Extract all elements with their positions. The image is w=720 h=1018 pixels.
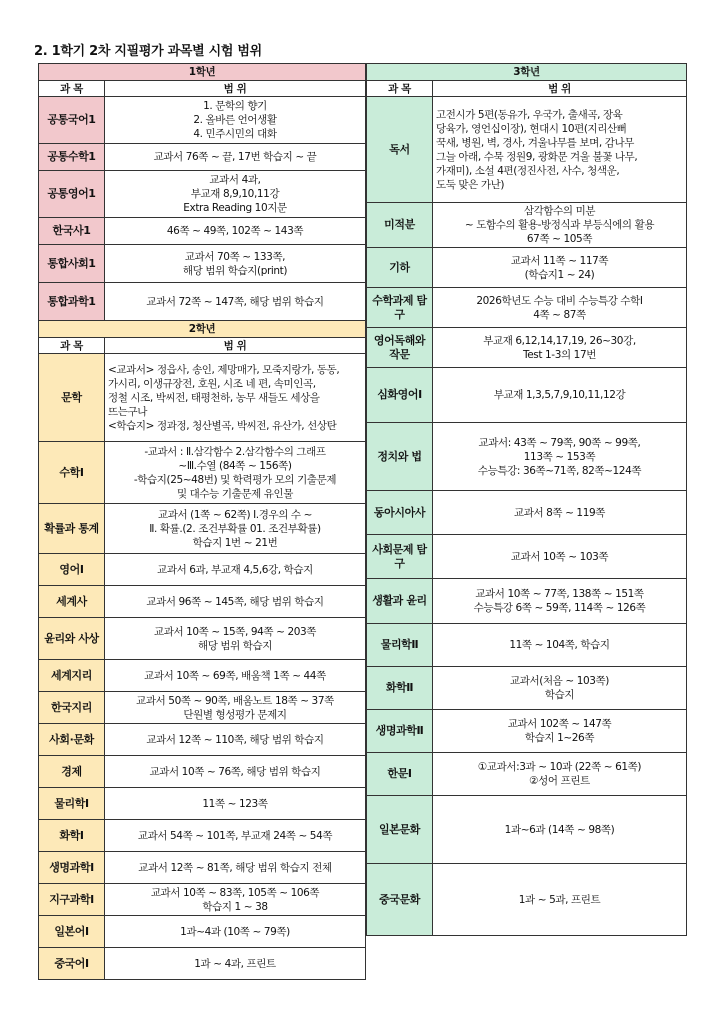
range-line: 도둑 맞은 가난) (436, 178, 505, 191)
range-cell (433, 710, 687, 753)
table-row (39, 354, 366, 442)
range-line: 부교재 6,12,14,17,19, 26~30강, (483, 334, 636, 347)
grade3-table (366, 63, 687, 936)
range-line: 교과서 76쪽 ~ 끝, 17번 학습지 ~ 끝 (153, 151, 317, 163)
table-row (367, 710, 687, 753)
range-column-header: 범 위 (433, 81, 687, 97)
range-line: 1과 ~ 5과, 프린트 (518, 893, 601, 906)
subject-cell: 정치와 법 (367, 423, 433, 491)
range-line: 해당 범위 학습지(print) (182, 264, 288, 277)
range-line: 수능특강: 36쪽~71쪽, 82쪽~124쪽 (477, 464, 642, 477)
range-cell (105, 756, 366, 788)
range-cell (105, 916, 366, 948)
range-line: 학습지 1번 ~ 21번 (192, 536, 278, 549)
range-line: 뜨는구나 (108, 405, 147, 418)
table-row (39, 442, 366, 504)
range-line: 가시리, 이생규장전, 호원, 시조 네 편, 속미인곡, (108, 377, 316, 390)
table-row (367, 864, 687, 936)
range-cell (105, 283, 366, 321)
range-cell (433, 248, 687, 288)
range-line: Ⅱ. 확률.(2. 조건부확률 01. 조건부확률) (149, 522, 321, 535)
subject-cell: 화학Ⅰ (39, 820, 105, 852)
subject-column-header: 과 목 (367, 81, 433, 97)
range-line: 1과 ~ 4과, 프린트 (194, 957, 276, 970)
subject-cell: 세계사 (39, 586, 105, 618)
range-cell (433, 753, 687, 796)
range-column-header: 범 위 (105, 338, 366, 354)
table-row (367, 368, 687, 423)
range-line: Test 1-3의 17번 (523, 348, 596, 361)
subject-cell: 일본어Ⅰ (39, 916, 105, 948)
subject-cell: 영어독해와 작문 (367, 328, 433, 368)
range-line: 1. 문학의 향기 (203, 100, 267, 112)
grade3-label: 3학년 (367, 64, 687, 81)
subject-cell: 독서 (367, 97, 433, 203)
table-row (39, 283, 366, 321)
subject-cell: 통합과학1 (39, 283, 105, 321)
table-row (367, 203, 687, 248)
range-cell (105, 171, 366, 218)
range-line: 교과서 10쪽 ~ 69쪽, 배움책 1쪽 ~ 44쪽 (144, 669, 326, 682)
table-row (39, 788, 366, 820)
range-cell (433, 624, 687, 667)
range-line: 고전시가 5편(동유가, 우국가, 출새곡, 장육 (436, 108, 623, 121)
range-line: ~Ⅲ.수열 (84쪽 ~ 156쪽) (178, 459, 292, 472)
range-line: 부교재 1,3,5,7,9,10,11,12강 (493, 389, 626, 401)
subject-cell: 세계지리 (39, 660, 105, 692)
range-line: 교과서 11쪽 ~ 117쪽 (510, 254, 609, 267)
table-row (367, 288, 687, 328)
range-cell (105, 354, 366, 442)
subject-cell: 물리학Ⅰ (39, 788, 105, 820)
range-cell (433, 288, 687, 328)
range-line: 학습지 1~26쪽 (524, 732, 595, 744)
range-cell (433, 864, 687, 936)
table-row (367, 423, 687, 491)
range-line: 교과서 102쪽 ~ 147쪽 (507, 718, 612, 730)
range-cell (105, 724, 366, 756)
table-row (39, 852, 366, 884)
subject-cell: 중국문화 (367, 864, 433, 936)
range-cell (105, 554, 366, 586)
table-row (39, 554, 366, 586)
range-cell (433, 667, 687, 710)
range-cell (105, 97, 366, 144)
subject-cell: 영어Ⅰ (39, 554, 105, 586)
table-row (367, 491, 687, 535)
subject-cell: 동아시아사 (367, 491, 433, 535)
range-line: 1과~6과 (14쪽 ~ 98쪽) (504, 823, 615, 836)
subject-cell: 생명과학Ⅰ (39, 852, 105, 884)
subject-cell: 경제 (39, 756, 105, 788)
table-row (39, 692, 366, 724)
subject-cell: 중국어Ⅰ (39, 948, 105, 980)
range-line: 교과서 54쪽 ~ 101쪽, 부교재 24쪽 ~ 54쪽 (137, 829, 333, 842)
range-line: (학습지1 ~ 24) (524, 268, 595, 281)
range-line: 67쪽 ~ 105쪽 (526, 233, 593, 245)
page-title: 2. 1학기 2차 지필평가 과목별 시험 범위 (34, 44, 262, 59)
range-cell (105, 788, 366, 820)
table-row (39, 144, 366, 171)
table-row (367, 624, 687, 667)
subject-cell: 일본문화 (367, 796, 433, 864)
table-row (39, 820, 366, 852)
range-line: 및 대수능 기출문제 유인물 (177, 487, 293, 500)
subject-cell: 미적분 (367, 203, 433, 248)
range-cell (105, 820, 366, 852)
subject-cell: 한국사1 (39, 218, 105, 245)
table-row (39, 660, 366, 692)
range-column-header: 범 위 (105, 81, 366, 97)
range-line: -학습지(25~48번) 및 학력평가 모의 기출문제 (133, 473, 337, 486)
range-line: 교과서 70쪽 ~ 133쪽, (184, 250, 286, 263)
subject-cell: 생명과학Ⅱ (367, 710, 433, 753)
range-line: 당육가, 영언십이장), 현대시 10편(지리산뻐 (436, 122, 627, 135)
range-cell (433, 328, 687, 368)
range-cell (433, 97, 687, 203)
subject-cell: 공통국어1 (39, 97, 105, 144)
table-row (367, 579, 687, 624)
table-row (367, 328, 687, 368)
grade1-2-table (38, 63, 366, 980)
table-row (367, 753, 687, 796)
range-cell (105, 218, 366, 245)
range-line: 교과서 96쪽 ~ 145쪽, 해당 범위 학습지 (146, 595, 324, 608)
range-cell (105, 618, 366, 660)
range-line: 삼각함수의 미분 (523, 205, 596, 217)
range-line: 1과~4과 (10쪽 ~ 79쪽) (180, 925, 290, 938)
subject-cell: 화학Ⅱ (367, 667, 433, 710)
range-cell (433, 203, 687, 248)
range-line: 2. 올바른 언어생활 (193, 114, 277, 126)
grade1-label: 1학년 (39, 64, 366, 81)
range-cell (433, 423, 687, 491)
range-cell (105, 442, 366, 504)
range-line: Extra Reading 10지문 (183, 202, 287, 214)
subject-column-header: 과 목 (39, 338, 105, 354)
range-line: ①교과서:3과 ~ 10과 (22쪽 ~ 61쪽) (477, 761, 642, 773)
range-line: 정철 시조, 박씨전, 태평천하, 농무 새들도 세상을 (108, 391, 320, 404)
range-cell (105, 948, 366, 980)
subject-cell: 수학과제 탐구 (367, 288, 433, 328)
range-line: 교과서 (1쪽 ~ 62쪽) Ⅰ.경우의 수 ~ (158, 508, 312, 521)
subject-cell: 통합사회1 (39, 245, 105, 283)
subject-cell: 확률과 통계 (39, 504, 105, 554)
range-line: 교과서 8쪽 ~ 119쪽 (513, 506, 606, 519)
range-cell (433, 368, 687, 423)
subject-cell: 사회문제 탐구 (367, 535, 433, 579)
range-line: ②성어 프린트 (529, 775, 590, 787)
range-line: 11쪽 ~ 104쪽, 학습지 (509, 639, 610, 651)
table-row (367, 667, 687, 710)
range-line: 113쪽 ~ 153쪽 (523, 450, 596, 463)
subject-column-header: 과 목 (39, 81, 105, 97)
subject-cell: 물리학Ⅱ (367, 624, 433, 667)
range-line: 교과서 10쪽 ~ 83쪽, 105쪽 ~ 106쪽 (150, 886, 320, 899)
table-row (367, 97, 687, 203)
subject-cell: 수학Ⅰ (39, 442, 105, 504)
table-row (39, 948, 366, 980)
range-line: 2026학년도 수능 대비 수능특강 수학Ⅰ (476, 294, 643, 307)
subject-cell: 심화영어Ⅰ (367, 368, 433, 423)
subject-cell: 공통영어1 (39, 171, 105, 218)
range-line: 교과서 10쪽 ~ 103쪽 (510, 550, 609, 563)
range-line: 수능특강 6쪽 ~ 59쪽, 114쪽 ~ 126쪽 (473, 602, 646, 614)
table-row (39, 171, 366, 218)
range-cell (433, 579, 687, 624)
range-line: 부교재 8,9,10,11강 (190, 188, 280, 200)
range-cell (105, 504, 366, 554)
subject-cell: 윤리와 사상 (39, 618, 105, 660)
range-line: 교과서 10쪽 ~ 77쪽, 138쪽 ~ 151쪽 (475, 588, 644, 600)
table-row (39, 218, 366, 245)
range-cell (433, 796, 687, 864)
range-line: 꾹새, 병원, 벽, 경사, 겨울나무를 보며, 감나무 (436, 136, 634, 149)
table-row (367, 796, 687, 864)
range-line: 교과서 12쪽 ~ 110쪽, 해당 범위 학습지 (146, 733, 324, 746)
range-line: 학습지 1 ~ 38 (202, 900, 268, 913)
range-cell (433, 491, 687, 535)
subject-cell: 문학 (39, 354, 105, 442)
range-line: 학습지 (544, 689, 575, 701)
range-cell (105, 245, 366, 283)
subject-cell: 지구과학Ⅰ (39, 884, 105, 916)
subject-cell: 생활과 윤리 (367, 579, 433, 624)
table-row (39, 618, 366, 660)
range-cell (105, 884, 366, 916)
range-cell (105, 660, 366, 692)
range-line: 11쪽 ~ 123쪽 (202, 797, 268, 810)
range-line: 4. 민주시민의 대화 (193, 128, 277, 140)
range-cell (105, 852, 366, 884)
range-line: -교과서 : Ⅱ.삼각함수 2.삼각함수의 그래프 (144, 445, 326, 458)
range-line: 4쪽 ~ 87쪽 (533, 308, 586, 321)
range-line: 교과서: 43쪽 ~ 79쪽, 90쪽 ~ 99쪽, (478, 436, 641, 449)
range-cell (433, 535, 687, 579)
table-row (39, 884, 366, 916)
table-row (39, 724, 366, 756)
range-line: 그늘 아래, 수묵 정원9, 광화문 겨울 불꽃 나무, (436, 150, 638, 163)
range-line: <교과서> 정읍사, 송인, 제망매가, 모죽지랑가, 동동, (108, 363, 340, 376)
range-line: 교과서 10쪽 ~ 76쪽, 해당 범위 학습지 (149, 765, 321, 778)
subject-cell: 한국지리 (39, 692, 105, 724)
range-line: 교과서 6과, 부교재 4,5,6강, 학습지 (157, 563, 313, 576)
table-row (367, 535, 687, 579)
subject-cell: 기하 (367, 248, 433, 288)
table-row (39, 245, 366, 283)
range-cell (105, 692, 366, 724)
range-line: 교과서 72쪽 ~ 147쪽, 해당 범위 학습지 (146, 295, 324, 308)
range-line: 가재미), 소설 4편(정진사전, 사수, 청색운, (436, 164, 620, 177)
range-line: 해당 범위 학습지 (197, 639, 273, 652)
range-line: 교과서 12쪽 ~ 81쪽, 해당 범위 학습지 전체 (138, 861, 332, 874)
table-row (39, 504, 366, 554)
grade2-label: 2학년 (39, 321, 366, 338)
range-line: 교과서(처음 ~ 103쪽) (510, 675, 609, 687)
range-cell (105, 144, 366, 171)
subject-cell: 공통수학1 (39, 144, 105, 171)
range-line: 단원별 형성평가 문제지 (183, 708, 287, 721)
range-line: <학습지> 정과정, 청산별곡, 박씨전, 유산가, 선상탄 (108, 419, 337, 432)
table-row (39, 916, 366, 948)
range-cell (105, 586, 366, 618)
table-row (367, 248, 687, 288)
range-line: ~ 도함수의 활용-방정식과 부등식에의 활용 (464, 219, 655, 231)
table-row (39, 756, 366, 788)
subject-cell: 사회·문화 (39, 724, 105, 756)
range-line: 교과서 4과, (209, 174, 261, 186)
range-line: 교과서 50쪽 ~ 90쪽, 배움노트 18쪽 ~ 37쪽 (136, 694, 334, 707)
range-line: 46쪽 ~ 49쪽, 102쪽 ~ 143쪽 (166, 225, 304, 237)
table-row (39, 97, 366, 144)
table-row (39, 586, 366, 618)
subject-cell: 한문Ⅰ (367, 753, 433, 796)
range-line: 교과서 10쪽 ~ 15쪽, 94쪽 ~ 203쪽 (153, 625, 317, 638)
